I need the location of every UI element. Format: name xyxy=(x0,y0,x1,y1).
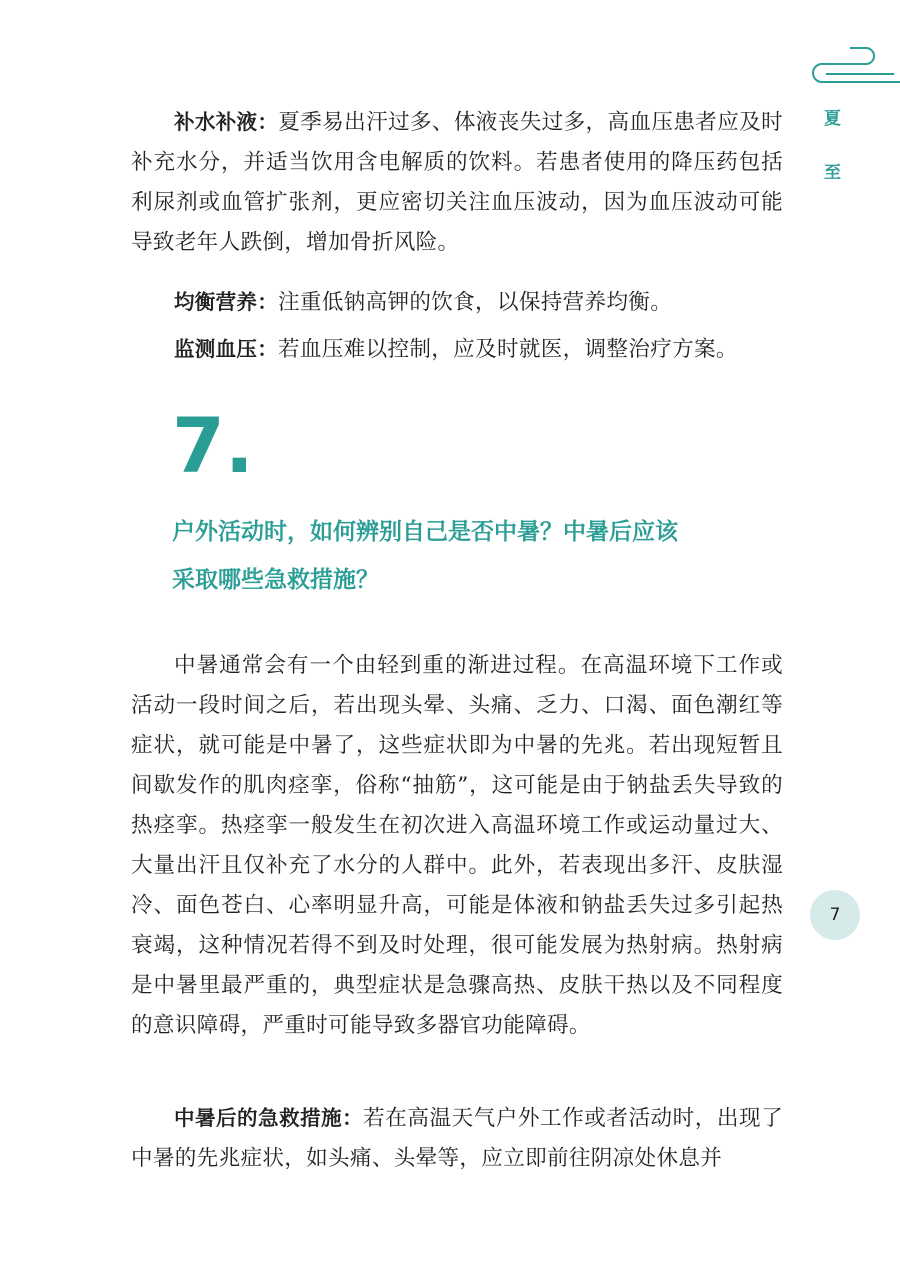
title-line-2: 采取哪些急救措施？ xyxy=(172,567,379,593)
section-question-title xyxy=(172,508,772,604)
page-number-badge xyxy=(810,890,860,940)
title-line-1: 户外活动时，如何辨别自己是否中暑？中暑后应该 xyxy=(172,519,678,545)
paragraph-text: 若血压难以控制，应及时就医，调整治疗方案。 xyxy=(278,337,738,362)
paragraph-lead: 监测血压： xyxy=(174,337,278,361)
section-number: 7. xyxy=(172,401,254,490)
cloud-ornament-icon xyxy=(806,40,900,90)
paragraph-lead: 补水补液： xyxy=(174,110,279,134)
side-tab-char-1: 夏 xyxy=(824,109,841,129)
paragraph-lead: 中暑后的急救措施： xyxy=(174,1106,364,1130)
paragraph-heatstroke-progression: 中暑通常会有一个由轻到重的渐进过程。在高温环境下工作或活动一段时间之后，若出现头晕、头痛、乏力、口渴、面色潮红等症状，就可能是中暑了，这些症状即为中暑的先兆。若出现短暂且间歇发作的肌肉痉挛，俗称“抽筋”，这可能是由于钠盐丢失导致的热痉挛。热痉挛一般发生在初次进入高温环境工作或运动量过大、大量出汗且仅补充了水分的人群中。此外，若表现出多汗、皮肤湿冷、面色苍白、心率明显升高，可能是体液和钠盐丢失过多引起热衰竭，这种情况若得不到及时处理，很可能发展为热射病。热射病是中暑里最严重的，典型症状是急骤高热、皮肤干热以及不同程度的意识障碍，严重时可能导致多器官功能障碍。 xyxy=(131,653,783,1038)
paragraph-nutrition xyxy=(131,282,783,323)
paragraph-bp-monitoring xyxy=(131,329,783,370)
page-number: 7 xyxy=(829,905,841,925)
side-tab-char-2: 至 xyxy=(824,163,841,183)
paragraph-text: 若在高温天气户外工作或者活动时，出现了中暑的先兆症状，如头痛、头晕等，应立即前往阴凉处休息并 xyxy=(131,1106,783,1171)
paragraph-text: 夏季易出汗过多、体液丧失过多，高血压患者应及时补充水分，并适当饮用含电解质的饮料。若患者使用的降压药包括利尿剂或血管扩张剂，更应密切关注血压波动，因为血压波动可能导致老年人跌倒，增加骨折风险。 xyxy=(131,110,784,255)
paragraph-lead: 均衡营养： xyxy=(174,290,278,314)
paragraph-hydration xyxy=(131,102,783,263)
paragraph-first-aid xyxy=(131,1098,783,1179)
paragraph-text: 注重低钠高钾的饮食，以保持营养均衡。 xyxy=(278,290,673,315)
